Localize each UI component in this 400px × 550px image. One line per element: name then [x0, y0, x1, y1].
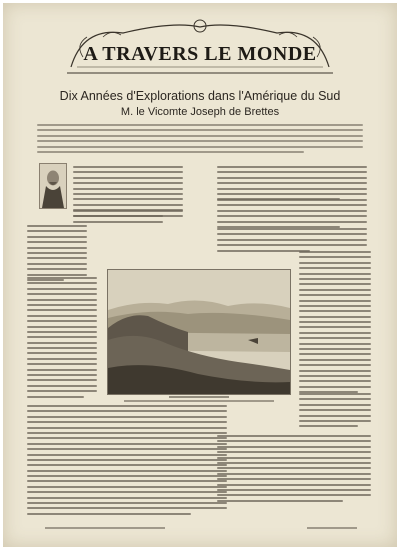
footer-right: [307, 527, 357, 529]
article-headline: Dix Années d'Explorations dans l'Amérique du Sud: [59, 89, 341, 103]
column-far-left: [27, 225, 87, 284]
mountain-lake-engraving: [108, 270, 290, 394]
column-right-second: [217, 199, 367, 231]
portrait-image: [40, 164, 66, 208]
column-far-right: [299, 251, 371, 397]
column-bottom-left: [27, 405, 227, 518]
intro-paragraph: [37, 124, 363, 156]
illustration-caption: [107, 395, 291, 402]
article-byline: M. le Vicomte Joseph de Brettes: [120, 106, 280, 118]
magazine-page: [3, 3, 397, 547]
masthead-title: A TRAVERS LE MONDE: [83, 43, 317, 65]
column-far-left-lower: [27, 277, 97, 401]
masthead: [63, 17, 337, 79]
landscape-illustration: [107, 269, 291, 395]
footer-left: [45, 527, 165, 529]
column-left-mid: [73, 210, 183, 226]
author-portrait: [39, 163, 67, 209]
column-bottom-right: [217, 435, 371, 505]
column-bottom-right-upper: [299, 393, 371, 431]
